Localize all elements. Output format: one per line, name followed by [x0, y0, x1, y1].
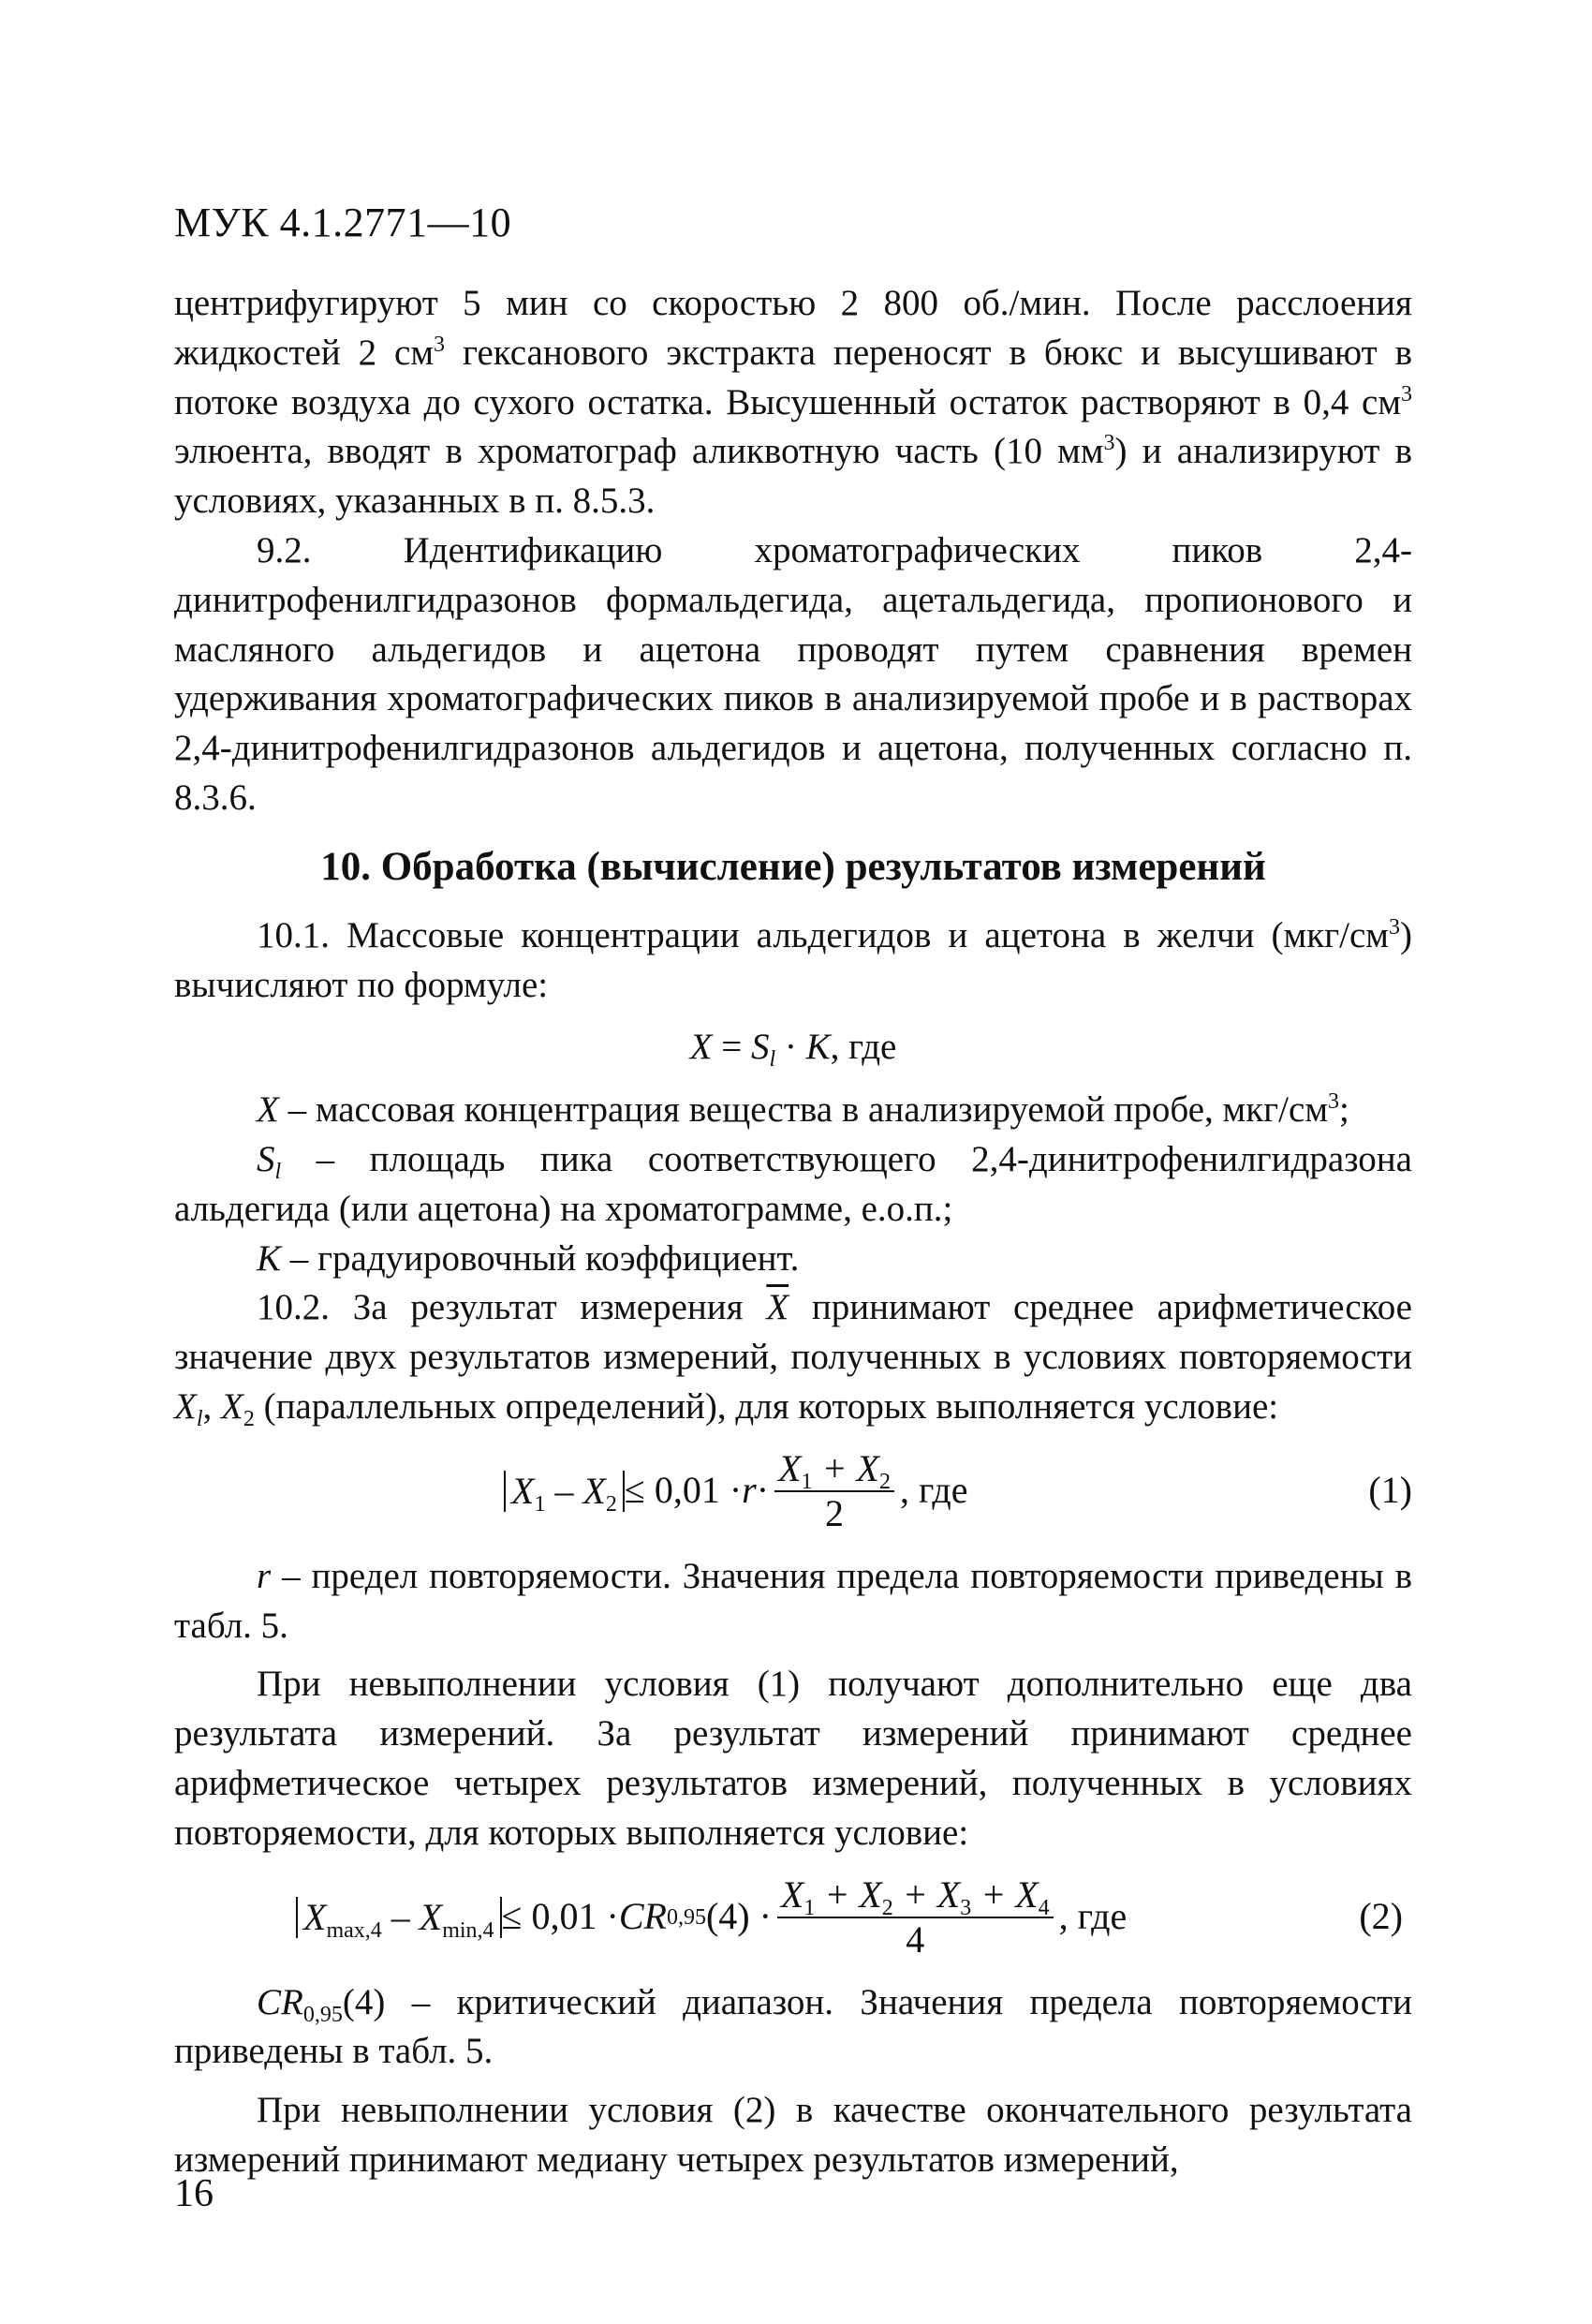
section-title: 10. Обработка (вычисление) результатов измерений [320, 844, 1266, 889]
fraction-mean-2: $\frac{X_1 + X_2}{2}$ [774, 1447, 894, 1535]
abs-difference: $X_1 - X_2$ [504, 1471, 625, 1512]
paragraph-9-2: 9.2. Идентификацию хроматографических пиков 2,4-динитрофенилгидразонов формальдегида, ацетальдегида, пропионового и масляного альдегидов и ацетона проводят путем сравнения времен удерживания хроматографических пиков в анализируемой пробе и в растворах 2,4-динитрофенилгидразонов альдегидов и ацетона, полученных согласно п. 8.3.6. [174, 529, 1412, 818]
paragraph-10-2: 10.2. За результат измерения $\overline{X}$ принимают среднее арифметическое значение двух результатов измерений, полученных в условиях повторяемости $X_l$, $X_2$ (параллельных определений), для которых выполняется условие: [174, 1287, 1412, 1431]
formula-main: $X = S_l \cdot K$, где [689, 1027, 897, 1073]
equation-2-expression: $X_{max,4} - X_{min,4}$ ≤ 0,01 · CR 0,95 (4) · $\frac{X_1 + X_2 + X_3 + X_4}{4}$ , где [296, 1866, 1127, 1969]
abs-range: $X_{max,4} - X_{min,4}$ [296, 1897, 502, 1938]
definition-x: X – массовая концентрация вещества в анализируемой пробе, мкг/$см^3$; [257, 1089, 1349, 1131]
equation-1 [174, 1440, 1412, 1543]
equation-2-number: (2) [1359, 1895, 1403, 1938]
equation-1-number: (1) [1368, 1469, 1412, 1512]
paragraph-10-1: 10.1. Массовые концентрации альдегидов и ацетона в желчи $(мкг/см^3)$ вычисляют по формуле: [174, 914, 1412, 1005]
document-body [174, 279, 1412, 2185]
equation-1-expression: $X_1 - X_2$ ≤ 0,01 · r · $\frac{X_1 + X_2}{2}$ , где [504, 1440, 967, 1543]
paragraph-condition-1-failed: При невыполнении условия (1) получают дополнительно еще два результата измерений. За результат измерений принимают среднее арифметическое четырех результатов измерений, полученных в условиях повторяемости, для которых выполняется условие: [174, 1664, 1412, 1853]
paragraph-condition-2-failed: При невыполнении условия (2) в качестве окончательного результата измерений принимают медиану четырех результатов измерений, [174, 2090, 1412, 2180]
definition-r: r – предел повторяемости. Значения предела повторяемости приведены в табл. 5. [174, 1555, 1412, 1646]
definition-s: $S_l$ – площадь пика соответствующего 2,4-динитрофенилгидразона альдегида (или ацетона) на хроматограмме, е.о.п.; [174, 1138, 1412, 1229]
definition-k: K – градуировочный коэффициент. [257, 1237, 800, 1279]
definition-cr: $CR_{0,95}(4)$ – критический диапазон. Значения предела повторяемости приведены в табл. 5. [174, 1981, 1412, 2072]
page-number: 16 [174, 2172, 214, 2215]
document-code: МУК 4.1.2771—10 [174, 200, 512, 245]
fraction-mean-4: $\frac{X_1 + X_2 + X_3 + X_4}{4}$ [777, 1873, 1054, 1961]
paragraph-centrifuge: центрифугируют 5 мин со скоростью 2 800 об./мин. После расслоения жидкостей 2 $см^3$ гексанового экстракта переносят в бюкс и высушивают в потоке воздуха до сухого остатка. Высушенный остаток растворяют в 0,4 $см^3$ элюента, вводят в хроматограф аликвотную часть (10 $мм^3$) и анализируют в условиях, указанных в п. 8.5.3. [174, 283, 1413, 522]
equation-2 [174, 1866, 1412, 1969]
